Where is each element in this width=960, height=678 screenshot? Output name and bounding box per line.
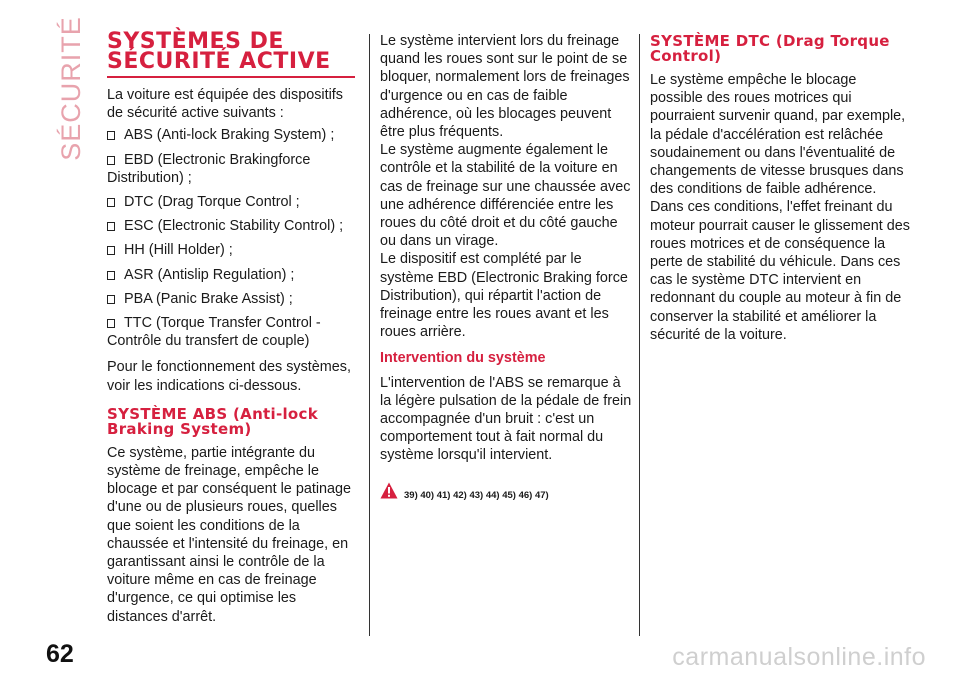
column-divider	[639, 34, 640, 636]
list-item: ASR (Antislip Regulation) ;	[107, 266, 359, 284]
list-item: DTC (Drag Torque Control ;	[107, 193, 359, 211]
section-tab-label: SÉCURITÉ	[55, 15, 86, 161]
section-tab	[55, 15, 86, 161]
list-item: EBD (Electronic Brakingforce Distribution) ;	[107, 151, 311, 186]
dtc-text: Le système empêche le blocage possible des roues motrices qui pourraient survenir quand, par exemple, la pédale d'accélération est relâchée soudainement ou dans l'éventualité de changements de vitesse brusques dans des conditions de faible adhérence. Dans ces conditions, l'effet freinant du moteur pourrait causer le glissement des roues motrices et de conséquence la perte de stabilité du véhicule. Dans ces cas le système DTC intervient en redonnant du couple au moteur à fin de conserver la stabilité et améliorer la sécurité de la voiture.	[650, 72, 910, 343]
intro-text: La voiture est équipée des dispositifs de sécurité active suivants :	[107, 87, 343, 122]
watermark: carmanualsonline.info	[672, 643, 926, 671]
systems-list	[107, 126, 359, 350]
abs-heading: SYSTÈME ABS (Anti-lock Braking System)	[107, 404, 319, 438]
list-item: TTC (Torque Transfer Control - Contrôle du transfert de couple)	[107, 315, 321, 350]
section-heading: SYSTÈMES DE SÉCURITÉ ACTIVE	[107, 29, 331, 74]
column-middle	[380, 32, 632, 505]
column-divider	[369, 34, 370, 636]
warning-references	[380, 477, 632, 505]
paragraph: Le dispositif est complété par le système EBD (Electronic Braking force Distribution), qui répartit l'action de freinage entre les roues avant et les roues arrière.	[380, 251, 628, 341]
list-item: ESC (Electronic Stability Control) ;	[107, 217, 359, 235]
list-item: PBA (Panic Brake Assist) ;	[107, 290, 359, 308]
checkbox-bullet-icon	[107, 198, 115, 207]
heading-underline	[107, 76, 355, 78]
outro-text: Pour le fonctionnement des systèmes, voir les indications ci-dessous.	[107, 359, 351, 394]
checkbox-bullet-icon	[107, 156, 115, 165]
warning-triangle-icon	[380, 482, 398, 499]
intervention-text: L'intervention de l'ABS se remarque à la légère pulsation de la pédale de frein accompagnée d'un bruit : c'est un comportement tout à fait normal du système lorsqu'il intervient.	[380, 374, 632, 464]
checkbox-bullet-icon	[107, 295, 115, 304]
abs-text: Ce système, partie intégrante du système de freinage, empêche le blocage et par conséquent le patinage d'une ou de plusieurs roues, quelles que soient les conditions de la chaussée et l'intensité du freinage, en garantissant ainsi le contrôle de la voiture même en cas de freinage d'urgence, ce qui optimise les distances d'arrêt.	[107, 444, 352, 625]
checkbox-bullet-icon	[107, 222, 115, 231]
list-item: HH (Hill Holder) ;	[107, 241, 359, 259]
warning-refs-text: 39) 40) 41) 42) 43) 44) 45) 46) 47)	[404, 489, 549, 501]
list-item: ABS (Anti-lock Braking System) ;	[107, 126, 359, 144]
paragraph: Le système intervient lors du freinage quand les roues sont sur le point de se bloquer, normalement lors de freinages d'urgence ou en cas de faible adhérence, où les blocages peuvent être plus fréquents.	[380, 33, 630, 141]
column-right	[650, 32, 912, 344]
intervention-heading: Intervention du système	[380, 350, 546, 367]
paragraph: Le système augmente également le contrôle et la stabilité de la voiture en cas de freinage sur une chaussée avec une adhérence différenciée entre les roues du côté droit et du côté gauche ou dans un virage.	[380, 142, 631, 250]
dtc-heading: SYSTÈME DTC (Drag Torque Control)	[650, 32, 890, 65]
column-left	[107, 29, 359, 626]
checkbox-bullet-icon	[107, 271, 115, 280]
checkbox-bullet-icon	[107, 131, 115, 140]
page-number: 62	[46, 640, 74, 668]
checkbox-bullet-icon	[107, 246, 115, 255]
checkbox-bullet-icon	[107, 319, 115, 328]
